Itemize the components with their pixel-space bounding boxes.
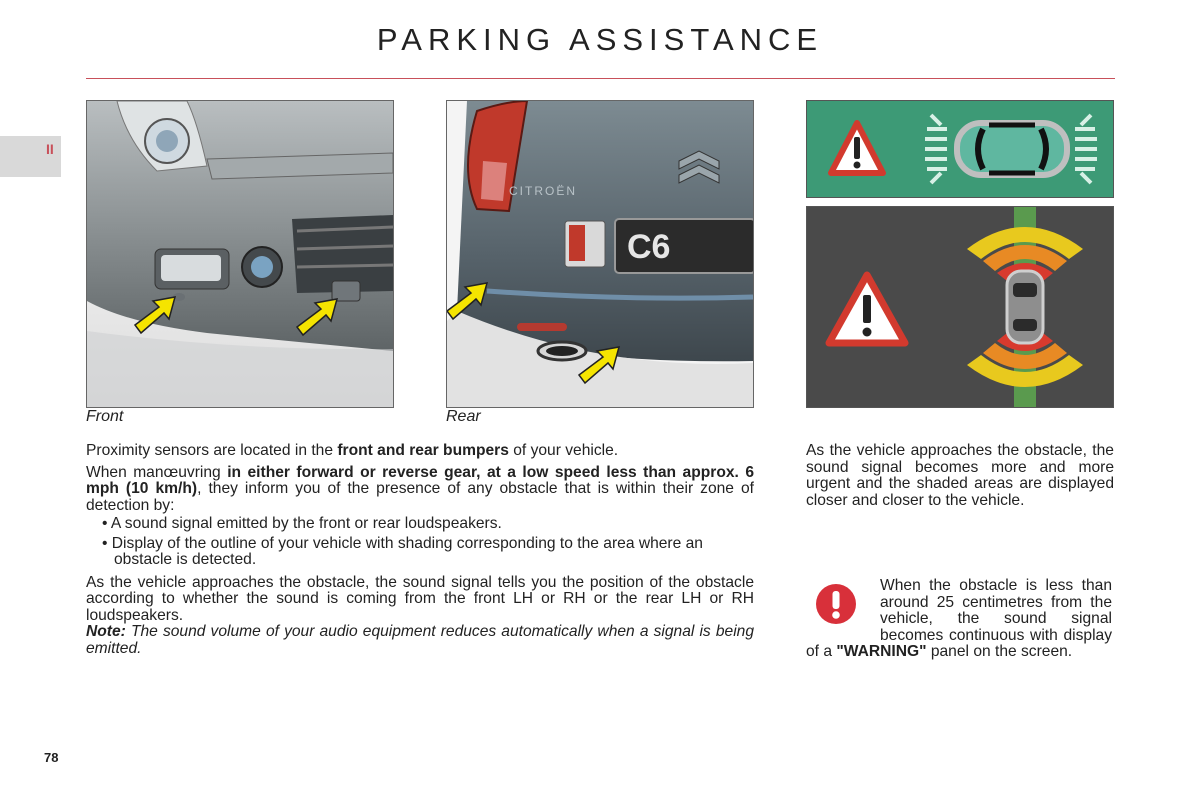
rear-bumper-illustration bbox=[447, 101, 753, 407]
shading-display-illustration bbox=[807, 207, 1113, 407]
approach-paragraph: As the vehicle approaches the obstacle, the sound signal becomes more and more urgent and the shaded areas are displayed closer and closer to the vehicle. bbox=[806, 442, 1114, 509]
bold-run: front and rear bumpers bbox=[337, 442, 509, 459]
rear-caption: Rear bbox=[446, 408, 481, 425]
bullet-outline-display: • Display of the outline of your vehicle with shading corresponding to the area where an obstacle is detected. bbox=[102, 534, 703, 568]
text-run: panel on the screen. bbox=[926, 643, 1073, 660]
rear-bumper-image bbox=[446, 100, 754, 408]
c6-badge: C6 bbox=[627, 228, 671, 266]
note-text: The sound volume of your audio equipment reduces automatically when a signal is being emitted. bbox=[86, 623, 754, 657]
front-caption: Front bbox=[86, 408, 124, 425]
chapter-number: II bbox=[46, 141, 54, 157]
text-run: Proximity sensors are located in the bbox=[86, 442, 338, 459]
title-divider bbox=[86, 78, 1115, 79]
text-run: When the obstacle is less than around 25 centimetres from the vehicle, the sound signal becomes continuous with display of a bbox=[806, 577, 1112, 660]
page-number: 78 bbox=[44, 750, 59, 765]
intro-paragraph bbox=[86, 443, 754, 460]
rear-brand-text: CITROËN bbox=[509, 184, 577, 198]
exclamation-alert-icon bbox=[814, 582, 858, 626]
bold-run: in either forward or reverse gear, at a low speed less than approx. 6 mph (10 km/h) bbox=[86, 463, 754, 497]
main-body-text bbox=[86, 443, 754, 662]
bold-run: "WARNING" bbox=[836, 643, 927, 660]
outline-display-image bbox=[806, 100, 1114, 198]
manoeuvring-paragraph bbox=[86, 465, 754, 515]
text-run: , they inform you of the presence of any obstacle that is within their zone of detection by: bbox=[86, 480, 754, 514]
note-paragraph bbox=[86, 624, 754, 657]
page-title: PARKING ASSISTANCE bbox=[376, 22, 824, 57]
outline-display-illustration bbox=[807, 101, 1113, 197]
note-label: Note: bbox=[86, 623, 126, 640]
warning-block bbox=[806, 578, 1112, 661]
text-run: When manœuvring bbox=[86, 463, 228, 481]
chapter-tab bbox=[0, 136, 61, 177]
text-run: of your vehicle. bbox=[508, 442, 619, 459]
front-bumper-illustration bbox=[87, 101, 393, 407]
bullet-sound-signal: • A sound signal emitted by the front or rear loudspeakers. bbox=[102, 515, 502, 532]
position-paragraph: As the vehicle approaches the obstacle, the sound signal tells you the position of the obstacle according to whether the sound is coming from the front LH or RH or the rear LH or RH loudspeakers. bbox=[86, 573, 754, 624]
front-bumper-image bbox=[86, 100, 394, 408]
shading-display-image bbox=[806, 206, 1114, 408]
